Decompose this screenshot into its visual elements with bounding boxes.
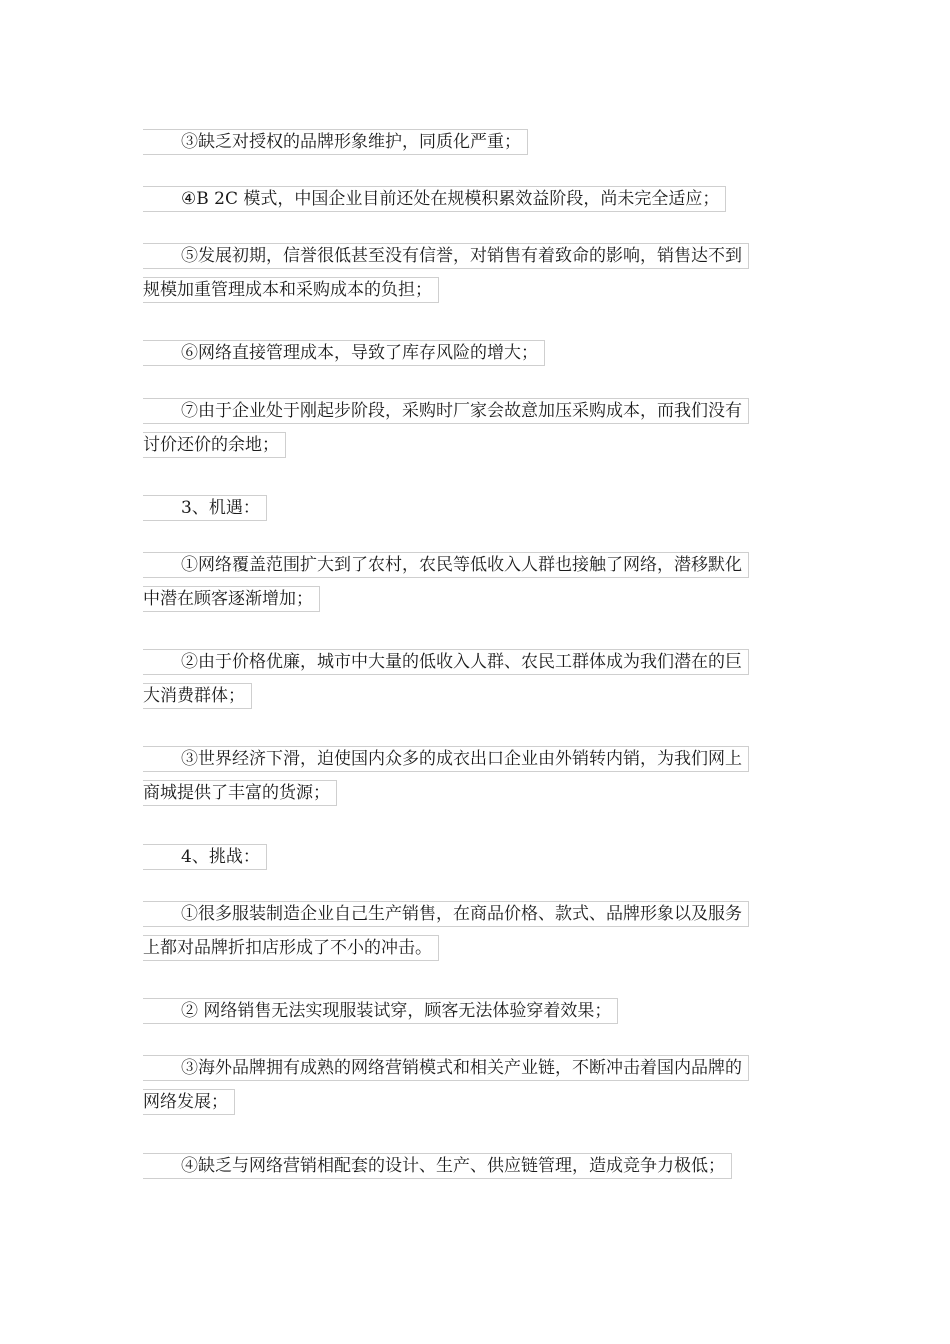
text-line: 讨价还价的余地； (143, 432, 286, 458)
text-line: 规模加重管理成本和采购成本的负担； (143, 277, 439, 303)
text-line: ③海外品牌拥有成熟的网络营销模式和相关产业链，不断冲击着国内品牌的 (143, 1055, 749, 1081)
heading-challenges (143, 839, 807, 873)
text-line: ⑤发展初期，信誉很低甚至没有信誉，对销售有着致命的影响，销售达不到 (143, 243, 749, 269)
text-line: ② 网络销售无法实现服装试穿，顾客无法体验穿着效果； (143, 998, 618, 1024)
paragraph-challenge-4 (143, 1148, 807, 1182)
text-line: ⑦由于企业处于刚起步阶段，采购时厂家会故意加压采购成本，而我们没有 (143, 398, 749, 424)
text-line: 上都对品牌折扣店形成了不小的冲击。 (143, 935, 439, 961)
paragraph-challenge-2 (143, 993, 807, 1027)
text-line: ④缺乏与网络营销相配套的设计、生产、供应链管理，造成竞争力极低； (143, 1153, 732, 1179)
paragraph-weakness-4 (143, 181, 807, 215)
text-line: 大消费群体； (143, 683, 252, 709)
text-line: ③缺乏对授权的品牌形象维护，同质化严重； (143, 129, 528, 155)
paragraph-weakness-7 (143, 393, 807, 461)
paragraph-challenge-1 (143, 896, 807, 964)
text-line: ①很多服装制造企业自己生产销售，在商品价格、款式、品牌形象以及服务 (143, 901, 749, 927)
text-line: ①网络覆盖范围扩大到了农村，农民等低收入人群也接触了网络，潜移默化 (143, 552, 749, 578)
paragraph-weakness-5 (143, 238, 807, 306)
text-line: 中潜在顾客逐渐增加； (143, 586, 320, 612)
text-line: 商城提供了丰富的货源； (143, 780, 337, 806)
text-line: ④B 2C 模式，中国企业目前还处在规模积累效益阶段，尚未完全适应； (143, 186, 726, 212)
paragraph-opportunity-1 (143, 547, 807, 615)
paragraph-opportunity-3 (143, 741, 807, 809)
text-line: 网络发展； (143, 1089, 235, 1115)
text-line: ②由于价格优廉，城市中大量的低收入人群、农民工群体成为我们潜在的巨 (143, 649, 749, 675)
text-line: ③世界经济下滑，迫使国内众多的成衣出口企业由外销转内销，为我们网上 (143, 746, 749, 772)
paragraph-weakness-3 (143, 124, 807, 158)
paragraph-weakness-6 (143, 335, 807, 369)
paragraph-opportunity-2 (143, 644, 807, 712)
heading-opportunities (143, 490, 807, 524)
paragraph-challenge-3 (143, 1050, 807, 1118)
text-line: ⑥网络直接管理成本，导致了库存风险的增大； (143, 340, 545, 366)
text-line: 3、机遇： (143, 495, 267, 521)
text-line: 4、挑战： (143, 844, 267, 870)
